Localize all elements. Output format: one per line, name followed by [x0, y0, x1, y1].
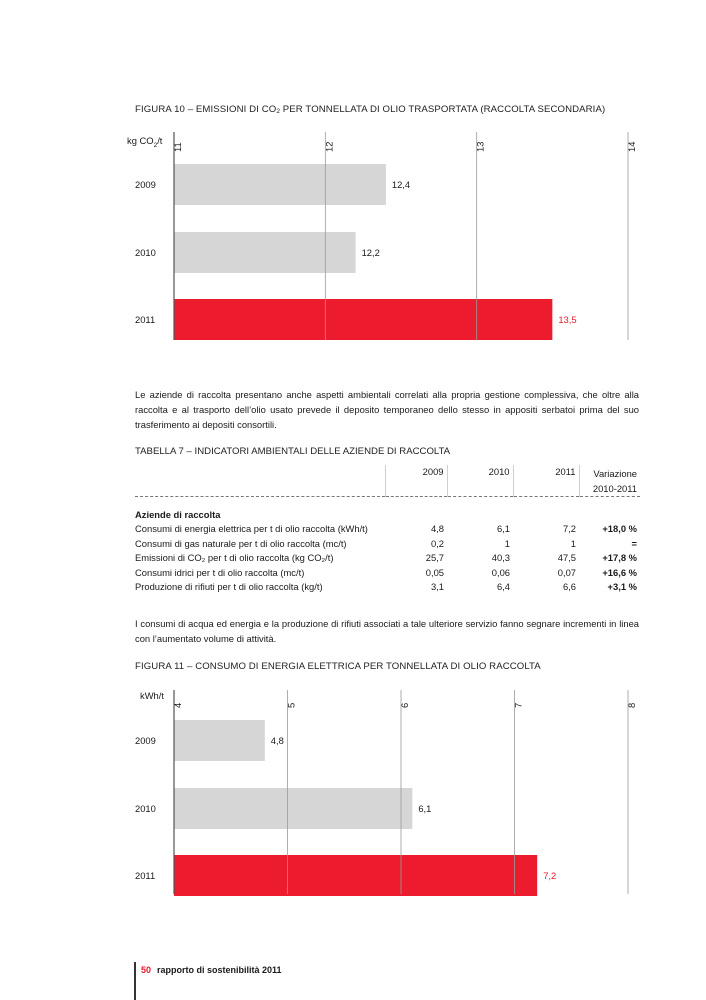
category-label: 2009 — [135, 735, 156, 746]
col-header-2009: 2009 — [385, 465, 447, 497]
row-label: Consumi idrici per t di olio raccolta (mc/t) — [135, 566, 305, 578]
figure-11-chart — [120, 684, 656, 900]
value-label: 12,2 — [361, 247, 380, 258]
table-section-row — [135, 507, 640, 522]
body-paragraph-1: Le aziende di raccolta presentano anche aspetti ambientali correlati alla propria gestione complessiva, che oltre alla raccolta e al trasporto dell’olio usato prevede il deposito temporaneo dello stesso in appositi serbatoi prima del suo trasferimento ai depositi consortili. — [135, 389, 639, 430]
row-label: Consumi di energia elettrica per t di olio raccolta (kWh/t) — [135, 523, 368, 535]
table-header-row — [135, 465, 640, 497]
cell-2011: 1 — [570, 537, 576, 549]
category-label: 2011 — [135, 870, 156, 881]
page-number: 50 — [141, 965, 152, 975]
tick-label: 14 — [626, 141, 637, 152]
cell-variazione: +3,1 % — [607, 581, 637, 593]
table-row — [135, 536, 640, 551]
bar-2010 — [174, 788, 412, 829]
tick-label: 5 — [285, 702, 297, 708]
row-label: Consumi di gas naturale per t di olio raccolta (mc/t) — [135, 537, 347, 549]
body-paragraph-2: I consumi di acqua ed energia e la produzione di rifiuti associati a tale ulteriore servizio fanno segnare incrementi in linea con l’aumentato volume di attività. — [135, 618, 639, 644]
cell-2009: 0,2 — [430, 537, 444, 549]
figure-11-title: FIGURA 11 – CONSUMO DI ENERGIA ELETTRICA PER TONNELLATA DI OLIO RACCOLTA — [135, 661, 541, 672]
value-label: 12,4 — [391, 179, 411, 190]
col-header-2011: 2011 — [513, 465, 579, 497]
tick-label: 6 — [399, 702, 410, 708]
cell-2011: 47,5 — [557, 552, 576, 564]
cell-2009: 25,7 — [425, 552, 444, 564]
category-label: 2010 — [135, 247, 156, 258]
category-label: 2010 — [135, 803, 156, 814]
cell-2011: 6,6 — [562, 581, 576, 593]
col-header-2010: 2010 — [447, 465, 513, 497]
figure-10-unit: kg $CO_2/t$ — [127, 135, 163, 149]
tick-label: 8 — [626, 702, 637, 708]
table-row — [135, 580, 640, 595]
cell-2009: 4,8 — [430, 523, 444, 535]
bar-2011 — [174, 855, 537, 896]
row-label: Emissioni di CO₂ per t di olio raccolta (kg CO₂/t) — [135, 552, 334, 564]
row-label: Produzione di rifiuti per t di olio raccolta (kg/t) — [135, 581, 323, 593]
value-label: 7,2 — [543, 870, 557, 881]
tick-label: 12 — [323, 141, 335, 152]
value-label: 6,1 — [418, 803, 432, 814]
page-footer — [141, 965, 282, 975]
bar-2010 — [174, 232, 356, 273]
cell-2010: 6,4 — [496, 581, 510, 593]
cell-2010: 0,06 — [491, 566, 510, 578]
section-label: Aziende di raccolta — [135, 508, 221, 520]
cell-2011: 7,2 — [562, 523, 576, 535]
value-label: 13,5 — [558, 314, 577, 325]
tick-label: 11 — [172, 142, 183, 152]
cell-2009: 3,1 — [430, 581, 444, 593]
table-7 — [135, 465, 640, 594]
table-row — [135, 551, 640, 566]
table-row — [135, 522, 640, 537]
bar-2011 — [174, 299, 552, 340]
table-row — [135, 565, 640, 580]
tick-label: 7 — [512, 702, 524, 708]
footer-rule — [134, 962, 136, 1000]
category-label: 2011 — [135, 314, 156, 325]
bar-2009 — [174, 164, 386, 205]
category-label: 2009 — [135, 179, 156, 190]
cell-variazione: = — [631, 537, 637, 549]
value-label: 4,8 — [270, 735, 284, 746]
col-header-variazione: Variazione 2010-2011 — [579, 465, 640, 497]
bar-2009 — [174, 720, 265, 761]
footer-text: rapporto di sostenibilità 2011 — [157, 965, 282, 975]
cell-variazione: +18,0 % — [602, 523, 637, 535]
figure-11-unit: kWh/t — [140, 690, 164, 701]
cell-variazione: +16,6 % — [602, 566, 637, 578]
cell-variazione: +17,8 % — [602, 552, 637, 564]
cell-2011: 0,07 — [557, 566, 576, 578]
cell-2010: 6,1 — [496, 523, 510, 535]
cell-2009: 0,05 — [425, 566, 444, 578]
figure-10-chart — [120, 126, 656, 346]
figure-10-title: FIGURA 10 – EMISSIONI DI $CO_2$ PER TONNELLATA DI OLIO TRASPORTATA (RACCOLTA SECONDARIA) — [135, 104, 606, 115]
cell-2010: 40,3 — [491, 552, 510, 564]
tick-label: 4 — [172, 702, 183, 708]
cell-2010: 1 — [504, 537, 510, 549]
table-7-title: TABELLA 7 – INDICATORI AMBIENTALI DELLE AZIENDE DI RACCOLTA — [135, 446, 451, 457]
tick-label: 13 — [474, 141, 486, 152]
